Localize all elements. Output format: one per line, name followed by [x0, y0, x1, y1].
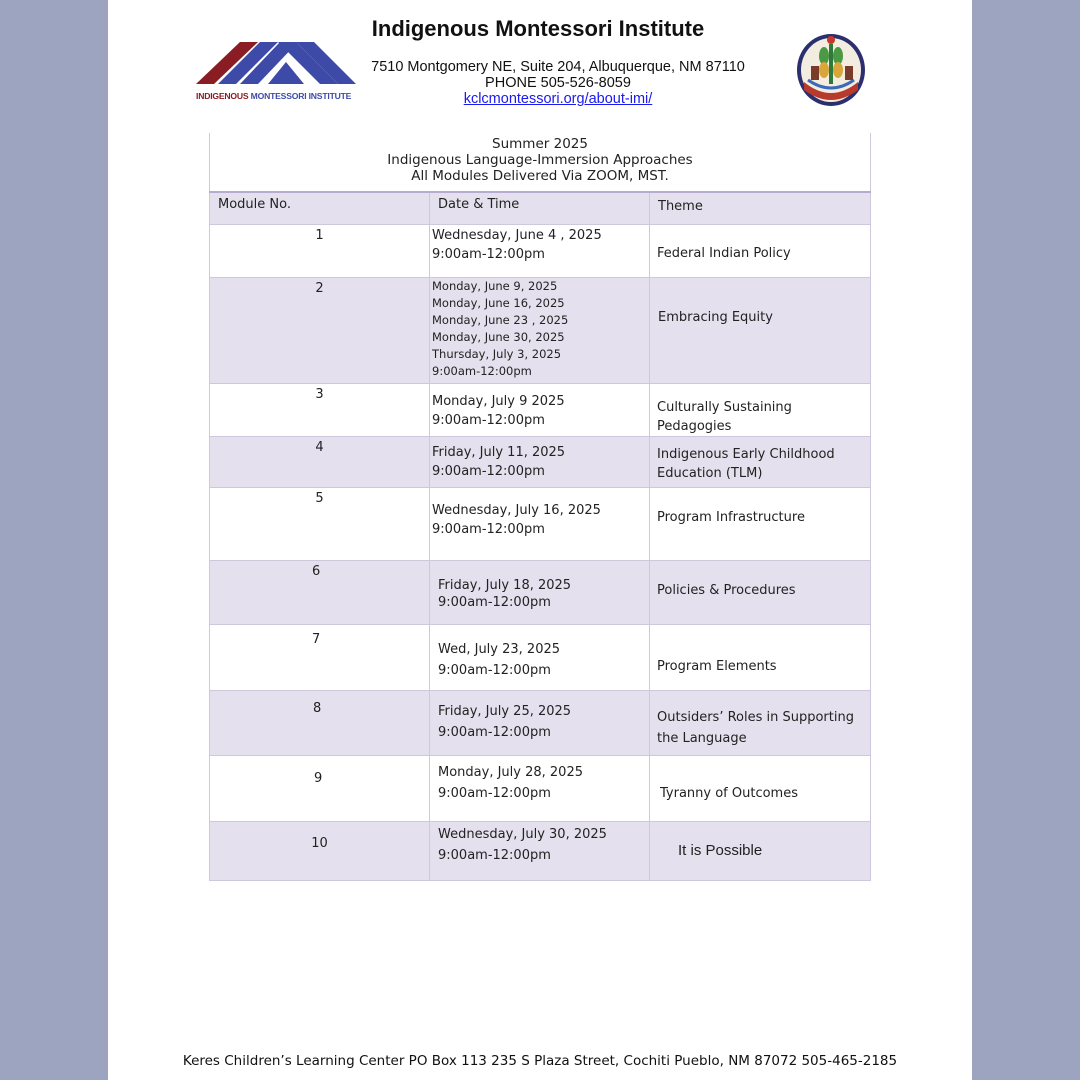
- column-header-date: Date & Time: [430, 192, 650, 225]
- kclc-seal-icon: [794, 30, 868, 108]
- footer-address: Keres Children’s Learning Center PO Box 113 235 S Plaza Street, Cochiti Pueblo, NM 87072 505-465-2185: [182, 1053, 898, 1069]
- schedule-table: [209, 133, 871, 881]
- table-row: 2 Monday, June 9, 2025 Monday, June 16, 2025 Monday, June 23 , 2025 Monday, June 30, 2025 Thursday, July 3, 2025 9:00am-12:00pm Embracing Equity: [210, 278, 871, 384]
- document-page: [108, 0, 972, 1080]
- column-header-theme: Theme: [650, 192, 871, 225]
- phone: PHONE 505-526-8059: [485, 75, 631, 91]
- table-title: Summer 2025 Indigenous Language-Immersion Approaches All Modules Delivered Via ZOOM, MST.: [210, 133, 871, 192]
- table-row: 4 Friday, July 11, 2025 9:00am-12:00pm Indigenous Early Childhood Education (TLM): [210, 437, 871, 488]
- table-row: 6 Friday, July 18, 2025 9:00am-12:00pm Policies & Procedures: [210, 561, 871, 625]
- table-row: 7 Wed, July 23, 2025 9:00am-12:00pm Program Elements: [210, 625, 871, 691]
- address: 7510 Montgomery NE, Suite 204, Albuquerque, NM 87110: [371, 59, 745, 75]
- column-header-row: [210, 192, 871, 225]
- table-row: 10 Wednesday, July 30, 2025 9:00am-12:00pm It is Possible: [210, 822, 871, 881]
- table-title-row: [210, 133, 871, 192]
- column-header-module: Module No.: [210, 192, 430, 225]
- website-link[interactable]: kclcmontessori.org/about-imi/: [463, 91, 653, 107]
- table-row: 5 Wednesday, July 16, 2025 9:00am-12:00pm Program Infrastructure: [210, 488, 871, 561]
- org-title: Indigenous Montessori Institute: [371, 16, 705, 41]
- table-row: 3 Monday, July 9 2025 9:00am-12:00pm Culturally Sustaining Pedagogies: [210, 384, 871, 437]
- logo-caption: INDIGENOUS MONTESSORI INSTITUTE: [196, 91, 352, 101]
- table-row: 8 Friday, July 25, 2025 9:00am-12:00pm Outsiders’ Roles in Supporting the Language: [210, 691, 871, 756]
- table-row: 9 Monday, July 28, 2025 9:00am-12:00pm Tyranny of Outcomes: [210, 756, 871, 822]
- table-row: 1 Wednesday, June 4 , 2025 9:00am-12:00pm Federal Indian Policy: [210, 225, 871, 278]
